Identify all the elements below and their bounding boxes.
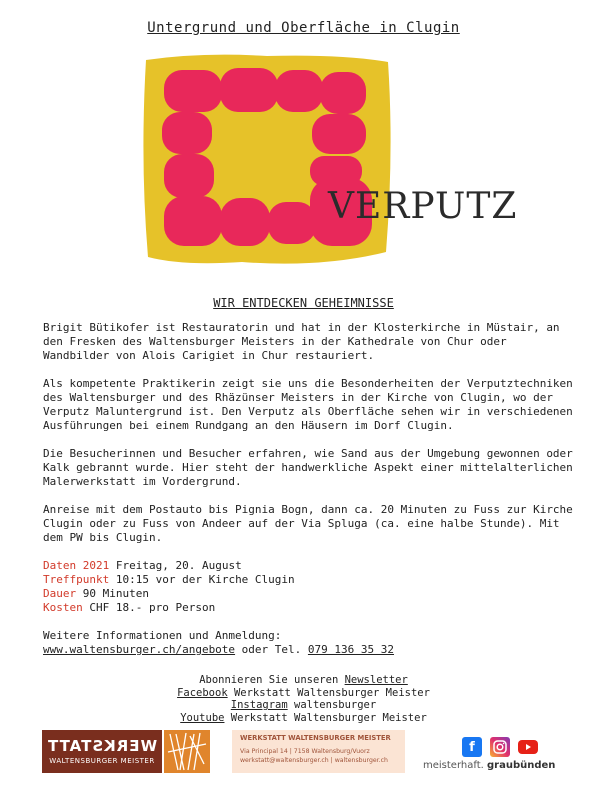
address-contact: werkstatt@waltensburger.ch | waltensburger.ch: [240, 757, 388, 764]
paragraph: Brigit Bütikofer ist Restauratorin und hat in der Klosterkirche in Müstair, an den Fresken des Waltensburger Meisters in der Kathedrale von Chur oder Wandbilder von Alois Carigiet in Chur restauriert.: [43, 321, 560, 362]
detail-value: 90 Minuten: [76, 587, 149, 600]
brand-logo: [423, 760, 555, 771]
address-card: [232, 730, 405, 773]
social-icons: [462, 737, 538, 757]
detail-value: 10:15 vor der Kirche Clugin: [109, 573, 295, 586]
youtube-icon[interactable]: [518, 737, 538, 757]
logo-subtitle: WALTENSBURGER MEISTER: [49, 757, 155, 765]
hero-word: VERPUTZ: [328, 186, 518, 227]
instagram-link[interactable]: Instagram: [230, 699, 288, 711]
instagram-text: waltensburger: [287, 699, 377, 711]
newsletter-prefix: Abonnieren Sie unseren: [199, 674, 345, 686]
paragraph: Anreise mit dem Postauto bis Pignia Bogn, dann ca. 20 Minuten zu Fuss zur Kirche Clugin oder zu Fuss von Andeer auf der Via Spluga (ca. eine halbe Stunde). Mit dem PW bis Clugin.: [43, 503, 573, 544]
phone-link[interactable]: 079 136 35 32: [307, 643, 395, 656]
detail-value: CHF 18.- pro Person: [82, 601, 216, 614]
address-heading: WERKSTATT WALTENSBURGER MEISTER: [240, 734, 391, 742]
logo-word: WERKSTATT: [46, 737, 158, 755]
info-line: Weitere Informationen und Anmeldung:: [43, 629, 282, 642]
youtube-link[interactable]: Youtube: [180, 711, 225, 724]
detail-label: Daten 2021: [43, 559, 110, 572]
instagram-icon[interactable]: [490, 737, 510, 757]
brand-left: meisterhaft.: [423, 760, 484, 771]
social-links: [0, 674, 607, 724]
logo-wordmark: [42, 730, 162, 773]
detail-label: Dauer: [43, 587, 77, 600]
detail-label: Kosten: [43, 601, 83, 614]
page-title: Untergrund und Oberfläche in Clugin: [147, 20, 460, 36]
facebook-text: Werkstatt Waltensburger Meister: [227, 686, 430, 699]
hero-graphic: [142, 52, 392, 267]
paragraph: Die Besucherinnen und Besucher erfahren, wie Sand aus der Umgebung gewonnen oder Kalk gebrannt wurde. Hier steht der handwerkliche Aspekt einer mittelalterlichen Malerwerkstatt im Vordergrund.: [43, 447, 573, 488]
logo-lines-icon: [164, 730, 210, 773]
brand-right: graubünden: [487, 760, 556, 771]
info-middle: oder Tel.: [235, 643, 308, 656]
body-text: [43, 321, 573, 671]
website-link[interactable]: www.waltensburger.ch/angebote: [43, 643, 236, 656]
address-line: Via Principal 14 | 7158 Waltensburg/Vuorz: [240, 748, 370, 755]
facebook-link[interactable]: Facebook: [177, 686, 228, 699]
facebook-icon[interactable]: f: [462, 737, 482, 757]
paragraph: Als kompetente Praktikerin zeigt sie uns die Besonderheiten der Verputztechniken des Waltensburger und des Rhäzünser Meisters in der Kirche von Clugin, wo der Verputz Maluntergrund ist. Den Verputz als Oberfläche sehen wir in verschiedenen Ausführungen bei einem Rundgang an den Häusern im Dorf Clugin.: [43, 377, 573, 432]
detail-value: Freitag, 20. August: [109, 559, 242, 572]
subtitle: WIR ENTDECKEN GEHEIMNISSE: [213, 296, 394, 310]
event-details: [43, 559, 573, 615]
logo-mark: [164, 730, 210, 773]
verputz-blocks-graphic: [142, 52, 392, 267]
youtube-text: Werkstatt Waltensburger Meister: [224, 711, 427, 724]
info-block: [43, 629, 573, 657]
werkstatt-logo: [42, 730, 210, 773]
newsletter-link[interactable]: Newsletter: [344, 674, 408, 686]
detail-label: Treffpunkt: [43, 573, 110, 586]
